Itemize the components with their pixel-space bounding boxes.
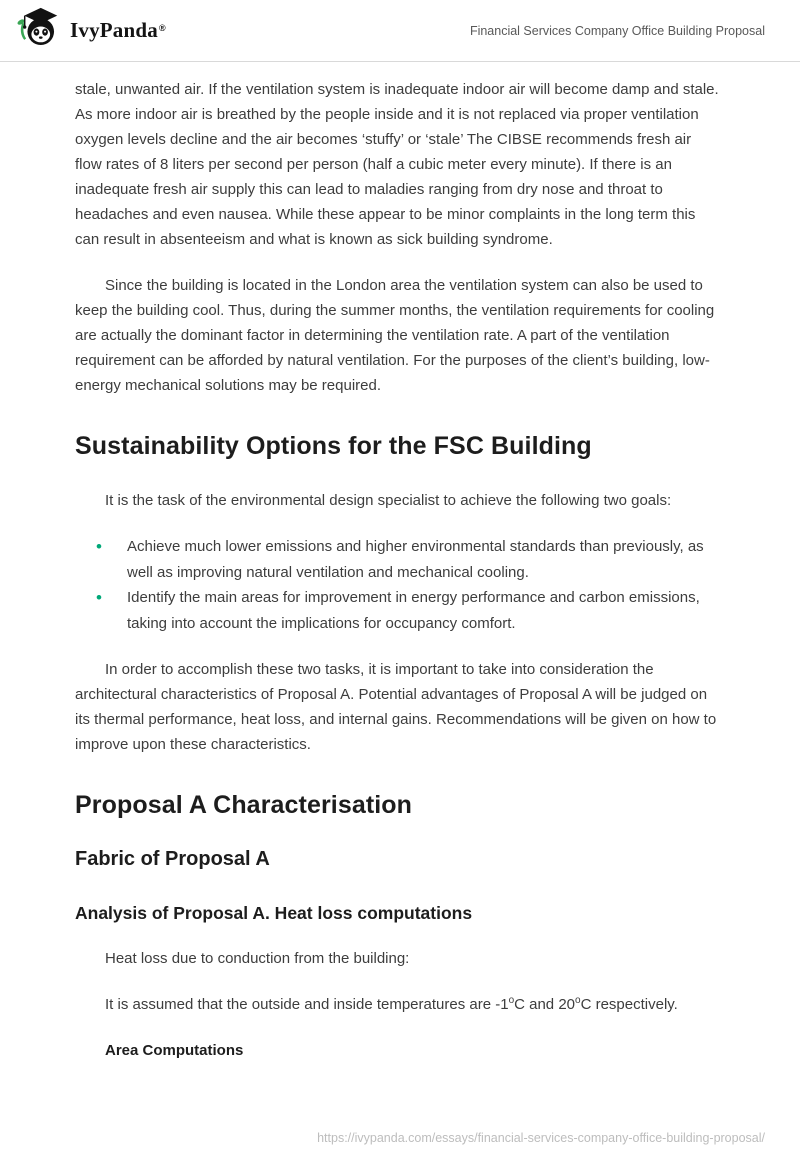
heading-sustainability-options: Sustainability Options for the FSC Building	[75, 432, 592, 460]
list-item: • Achieve much lower emissions and higher environmental standards than previously, as well as improving natural ventilation and mechanical cooling.	[75, 534, 720, 585]
ivypanda-logo-icon	[16, 6, 60, 55]
heading-proposal-a: Proposal A Characterisation	[75, 791, 413, 819]
paragraph-london: Since the building is located in the London area the ventilation system can also be used to keep the building cool. Thus, during the summer months, the ventilation requirements for cooling are actually the dominant factor in determining the ventilation rate. A part of the ventilation requirement can be afforded by natural ventilation. For the purposes of the client’s building, low-energy mechanical solutions may be required.	[75, 277, 715, 394]
paragraph-accomplish: In order to accomplish these two tasks, it is important to take into consideration the architectural characteristics of Proposal A. Potential advantages of Proposal A will be judged on its thermal performance, heat loss, and internal gains. Recommendations will be given on how to improve upon these characteristics.	[75, 661, 717, 753]
degree-superscript: o	[508, 995, 515, 1006]
paragraph-heat-loss: Heat loss due to conduction from the building:	[105, 950, 410, 967]
subheading-analysis: Analysis of Proposal A. Heat loss computations	[75, 903, 473, 923]
paragraph-temperatures	[75, 992, 720, 1017]
registered-mark: ®	[158, 22, 166, 33]
paragraph-ventilation: stale, unwanted air. If the ventilation system is inadequate indoor air will become damp and stale. As more indoor air is breathed by the people inside and it is not replaced via proper ventilation oxygen levels decline and the air becomes ‘stuffy’ or ‘stale’ The CIBSE recommends fresh air flow rates of 8 liters per second per person (half a cubic meter every minute). If there is an inadequate fresh air supply this can lead to maladies ranging from dry nose and throat to headaches and even nausea. While these appear to be minor complaints in the long term this can result in absenteeism and what is known as sick building syndrome.	[75, 81, 719, 248]
temp-text: It is assumed that the outside and inside temperatures are -1	[105, 996, 509, 1013]
paragraph-goals-intro: It is the task of the environmental design specialist to achieve the following two goals:	[105, 492, 672, 509]
document-title: Financial Services Company Office Building Proposal	[469, 23, 765, 38]
list-item: • Identify the main areas for improvement in energy performance and carbon emissions, taking into account the implications for occupancy comfort.	[75, 585, 720, 636]
temp-text: C and 20	[514, 996, 576, 1013]
degree-superscript: o	[575, 995, 581, 1006]
area-computations-label: Area Computations	[105, 1042, 244, 1059]
brand-name: IvyPanda	[70, 18, 158, 42]
brand[interactable]	[16, 6, 166, 55]
temp-text: C respectively.	[580, 996, 678, 1013]
page-header	[0, 0, 800, 62]
subheading-fabric: Fabric of Proposal A	[75, 848, 270, 870]
goals-bullet-list	[75, 534, 720, 636]
source-url[interactable]: https://ivypanda.com/essays/financial-services-company-office-building-proposal/	[317, 1131, 765, 1145]
document-content	[0, 62, 800, 1063]
